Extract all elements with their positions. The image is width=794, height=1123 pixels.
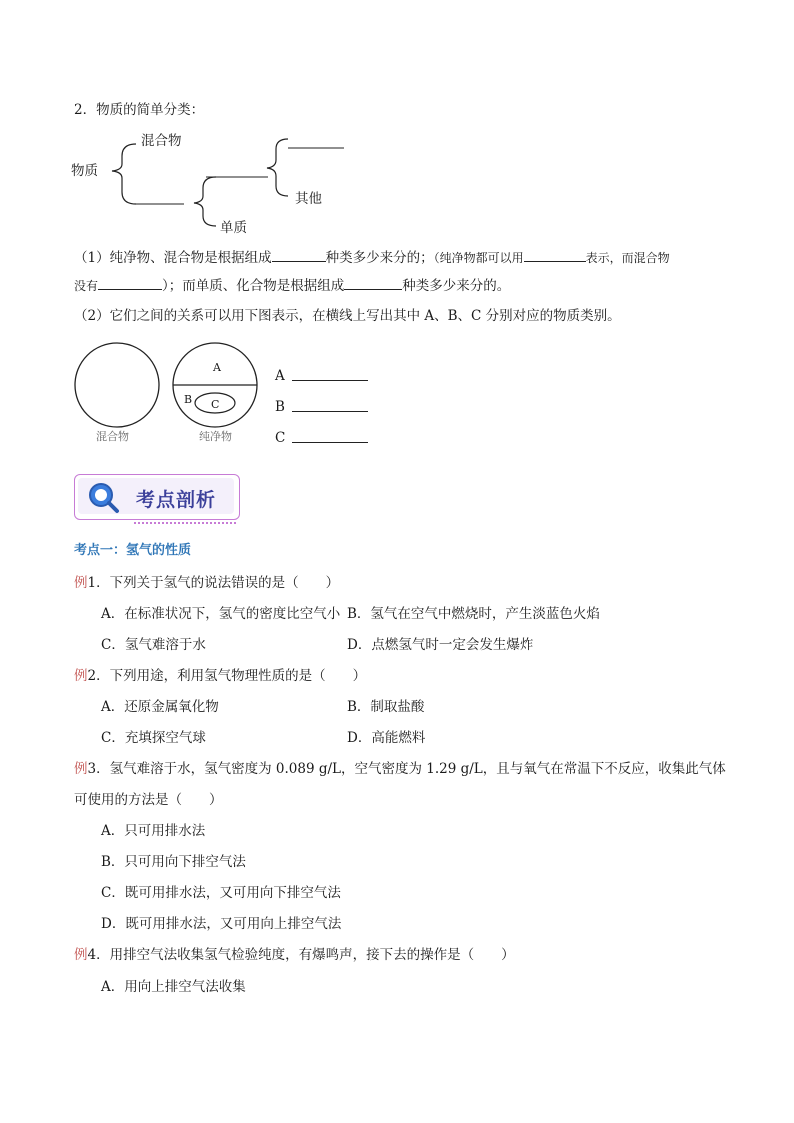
example-text: 3．氢气难溶于水，氢气密度为 0.089 g/L，空气密度为 1.29 g/L，且与氧气在常温下不反应，收集此气体: [87, 761, 726, 777]
example-4-stem: [74, 946, 515, 964]
venn-label-a: A: [213, 361, 221, 374]
example-tag: 例: [74, 947, 88, 963]
example-4-option-a: A．用向上排空气法收集: [101, 979, 246, 995]
example-2-option-c: C．充填探空气球: [101, 730, 206, 746]
example-1-option-d: D．点燃氢气时一定会发生爆炸: [347, 637, 534, 653]
answer-label-c: C: [275, 430, 286, 446]
badge-title: 考点剖析: [136, 489, 217, 511]
example-3-stem: [74, 760, 726, 778]
venn-label-c: C: [211, 398, 220, 411]
example-1-option-a: A．在标准状况下，氢气的密度比空气小: [101, 606, 341, 622]
example-1-option-b: B．氢气在空气中燃烧时，产生淡蓝色火焰: [347, 606, 600, 622]
badge-dots: [134, 522, 238, 524]
mixture-circle: [75, 343, 159, 427]
section-heading: 2．物质的简单分类：: [74, 102, 205, 118]
example-text: 2．下列用途，利用氢气物理性质的是（ ）: [87, 668, 367, 684]
example-3-option-d: D．既可用排水法，又可用向上排空气法: [101, 916, 342, 932]
tree-other: 其他: [295, 191, 322, 207]
answer-line-a: [292, 380, 368, 381]
q1-text-d: 种类多少来分的。: [402, 278, 511, 294]
example-text: 1．下列关于氢气的说法错误的是（ ）: [87, 575, 340, 591]
answer-label-a: A: [275, 368, 285, 384]
example-2-option-b: B．制取盐酸: [347, 699, 425, 715]
example-3-stem-line2: 可使用的方法是（ ）: [74, 792, 223, 808]
example-tag: 例: [74, 575, 88, 591]
example-tag: 例: [74, 668, 88, 684]
answer-label-b: B: [275, 399, 285, 415]
tree-element: 单质: [220, 220, 247, 236]
tree-mixture: 混合物: [141, 133, 182, 149]
section-badge: [74, 474, 240, 524]
q1-small-b: 表示，而混合物: [585, 251, 670, 265]
answer-line-b: [292, 411, 368, 412]
example-1-stem: [74, 574, 339, 592]
q1-text-c: ）；而单质、化合物是根据组成: [162, 278, 345, 294]
venn-label-b: B: [184, 393, 193, 406]
example-2-stem: [74, 667, 366, 685]
venn-caption-mixture: 混合物: [96, 430, 129, 443]
example-3-option-c: C．既可用排水法，又可用向下排空气法: [101, 885, 341, 901]
example-3-option-b: B．只可用向下排空气法: [101, 854, 246, 870]
topic-heading: 考点一：氢气的性质: [74, 543, 192, 558]
q2-text: （2）它们之间的关系可以用下图表示，在横线上写出其中 A、B、C 分别对应的物质类别。: [74, 308, 621, 324]
example-tag: 例: [74, 761, 88, 777]
search-icon: [84, 479, 124, 519]
q1-text-a: （1）纯净物、混合物是根据组成: [74, 250, 272, 266]
answer-line-c: [292, 442, 368, 443]
example-2-option-d: D．高能燃料: [347, 730, 426, 746]
tree-root: 物质: [71, 163, 98, 179]
example-1-option-c: C．氢气难溶于水: [101, 637, 206, 653]
example-3-option-a: A．只可用排水法: [101, 823, 206, 839]
q1-small-c: 没有: [74, 279, 99, 293]
q1-text-b: 种类多少来分的；: [325, 250, 434, 266]
example-2-option-a: A．还原金属氧化物: [101, 699, 219, 715]
example-text: 4．用排空气法收集氢气检验纯度，有爆鸣声，接下去的操作是（ ）: [87, 947, 515, 963]
q1-small-a: （纯净物都可以用: [433, 251, 524, 265]
venn-caption-pure: 纯净物: [199, 430, 232, 443]
